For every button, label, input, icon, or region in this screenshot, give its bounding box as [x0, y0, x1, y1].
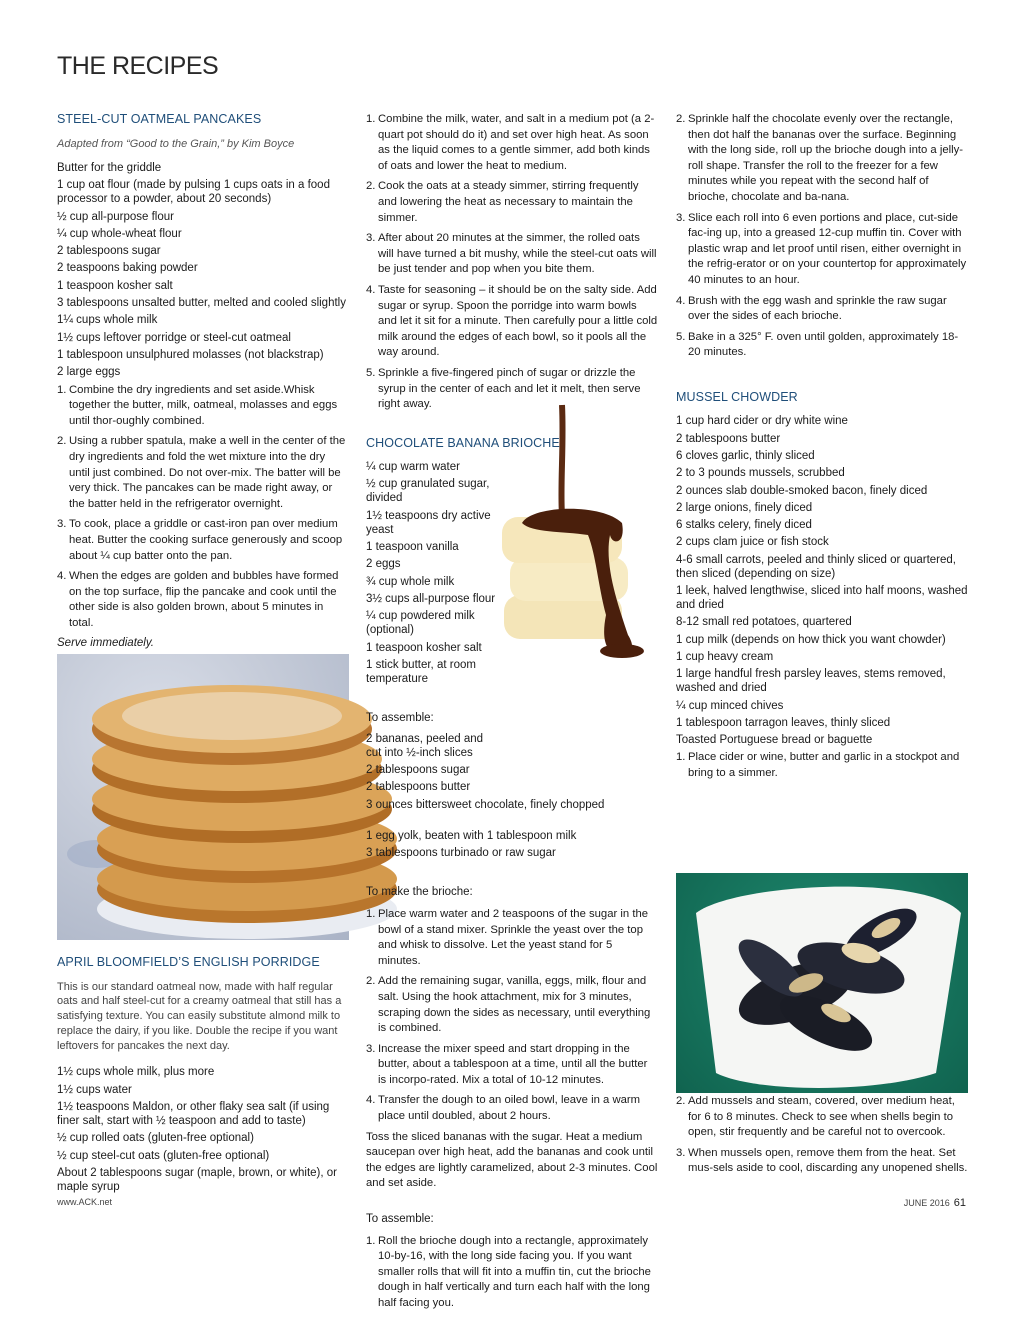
ingredient-item: ¼ cup powdered milk (optional) [366, 610, 475, 637]
ingredient-item: 2 large onions, finely diced [676, 501, 813, 514]
ingredient-item: 1½ teaspoons Maldon, or other flaky sea salt (if using finer salt, start with ½ teaspoon and add to taste) [57, 1101, 330, 1128]
footer-date-page [904, 1197, 966, 1209]
ingredient-item: 1 cup milk (depends on how thick you want chowder) [676, 633, 946, 646]
pancakes-photo [57, 654, 349, 940]
ingredient-item: 1½ cups leftover porridge or steel-cut oatmeal [57, 331, 291, 344]
ingredient-item: Toasted Portuguese bread or baguette [676, 734, 873, 747]
porridge-steps [366, 112, 658, 413]
brioche-ingredients [366, 460, 496, 686]
chocolate-banana-photo [492, 405, 660, 667]
ingredient-item: 1¼ cups whole milk [57, 314, 158, 327]
step-item: 3. Increase the mixer speed and start dropping in the butter, about a tablespoon at a time, until all the butter is incorpo-rated. Mix a total of 10-12 minutes. [366, 1042, 648, 1086]
porridge-ingredients [57, 1065, 349, 1193]
ingredient-item: 2 large eggs [57, 366, 121, 379]
ingredient-item: 2 tablespoons butter [676, 432, 781, 445]
ingredient-item: 8-12 small red potatoes, quartered [676, 616, 852, 629]
mussels-photo [676, 873, 968, 1093]
ingredient-item: 1 teaspoon kosher salt [57, 279, 173, 292]
ingredient-item: 1½ cups whole milk, plus more [57, 1066, 215, 1079]
ingredient-item: 2 to 3 pounds mussels, scrubbed [676, 467, 845, 480]
ingredient-item: About 2 tablespoons sugar (maple, brown, or white), or maple syrup [57, 1166, 337, 1193]
ingredient-item: 1 cup hard cider or dry white wine [676, 415, 848, 428]
step-item: 3. To cook, place a griddle or cast-iron pan over medium heat. Butter the cooking surface generously and scoop about ¼ cup batter onto the pan. [57, 518, 343, 562]
chowder-steps-start [676, 750, 968, 781]
ingredient-item: 1 teaspoon vanilla [366, 541, 459, 554]
step-item: 4. Transfer the dough to an oiled bowl, leave in a warm place until doubled, about 2 hours. [366, 1094, 641, 1123]
ingredient-item: ½ cup all-purpose flour [57, 210, 174, 223]
ingredient-item: 3 tablespoons turbinado or raw sugar [366, 847, 556, 860]
brioche-steps [366, 907, 658, 1125]
step-item: 2. Add the remaining sugar, vanilla, eggs, milk, flour and salt. Using the hook attachment, mix for 3 minutes, scraping down the sides as necessary, until everything is combined. [366, 975, 651, 1035]
ingredient-item: ½ cup steel-cut oats (gluten-free optional) [57, 1149, 270, 1162]
pancakes-serve-note: Serve immediately. [57, 637, 154, 650]
step-item: 3. After about 20 minutes at the simmer, the rolled oats will have turned a bit mushy, while the steel-cut oats will be just tender and pop when you bite them. [366, 232, 657, 276]
ingredient-item: 2 tablespoons butter [366, 781, 471, 794]
page-number: 61 [953, 1197, 966, 1209]
mussels-bowl-image [676, 873, 968, 1093]
step-item: 1. Combine the dry ingredients and set aside.Whisk together the butter, milk, oatmeal, molasses and eggs until thor-oughly combined. [57, 383, 338, 427]
pancakes-ingredients [57, 161, 349, 379]
chowder-steps [676, 1094, 968, 1177]
column-right-content [676, 112, 968, 787]
ingredient-item: 3 tablespoons unsalted butter, melted and cooled slightly [57, 297, 346, 310]
ingredient-item: Butter for the griddle [57, 162, 162, 174]
brioche-bananas-paragraph: Toss the sliced bananas with the sugar. Heat a medium saucepan over high heat, add the bananas and cook until the edges are lightly caramelized, about 2-3 minutes. Cool and set aside. [366, 1130, 658, 1190]
chowder-steps-continued [676, 1094, 968, 1182]
ingredient-item: ½ cup rolled oats (gluten-free optional) [57, 1132, 254, 1145]
step-item: 4. Taste for seasoning – it should be on the salty side. Add sugar or syrup. Spoon the porridge into warm bowls and let it sit for a minute. Then carefully pour a little cold milk around the edges of each bowl, so it pools all the way around. [366, 283, 658, 359]
footer-date: JUNE 2016 [903, 1198, 950, 1208]
ingredient-item: 2 tablespoons sugar [366, 763, 470, 776]
step-item: 5. Bake in a 325° F. oven until golden, approximately 18-20 minutes. [676, 330, 959, 359]
step-item: 1. Combine the milk, water, and salt in a medium pot (a 2-quart pot should do it) and set over high heat. As soon as the liquid comes to a gentle simmer, add both kinds of oats and lower the heat to medium. [366, 113, 655, 172]
porridge-title: APRIL BLOOMFIELD’S ENGLISH PORRIDGE [57, 955, 320, 969]
step-item: 5. Sprinkle a five-fingered pinch of sugar or drizzle the syrup in the center of each and let it melt, then serve right away. [366, 366, 641, 411]
brioche-title: CHOCOLATE BANANA BRIOCHE [366, 435, 560, 450]
step-item: 1. Place warm water and 2 teaspoons of the sugar in the bowl of a stand mixer. Sprinkle the yeast over the top and whisk to dissolve. Let the yeast stand for 5 minutes. [366, 907, 649, 967]
step-item: 4. When the edges are golden and bubbles have formed on the top surface, flip the pancake and cook until the other side is also golden brown, about 5 minutes in total. [57, 570, 339, 629]
ingredient-item: ½ cup granulated sugar, divided [366, 478, 490, 505]
page-title: THE RECIPES [57, 52, 219, 80]
ingredient-item: 6 cloves garlic, thinly sliced [676, 450, 815, 462]
step-item: 2. Sprinkle half the chocolate evenly over the rectangle, then dot half the bananas over the surface. Beginning with the long side, roll up the brioche dough into a jelly-roll shape. Transfer the roll to the freezer for a few minutes while you repeat with the second half of brioche, chocolate and ba-nana. [676, 113, 964, 203]
ingredient-item: ¼ cup warm water [366, 461, 460, 474]
brioche-assemble-items [366, 732, 658, 812]
ingredient-item: 3 ounces bittersweet chocolate, finely chopped [366, 798, 605, 811]
ingredient-item: 2 bananas, peeled and cut into ½-inch slices [366, 732, 484, 759]
brioche-assemble-label-2: To assemble: [366, 1213, 434, 1226]
brioche-make-label: To make the brioche: [366, 886, 473, 899]
ingredient-item: 1½ teaspoons dry active yeast [366, 509, 491, 536]
chowder-ingredients [676, 414, 968, 747]
ingredient-item: 2 cups clam juice or fish stock [676, 536, 829, 549]
brioche-assemble-label: To assemble: [366, 712, 434, 725]
step-item: 3. When mussels open, remove them from the heat. Set mus-sels aside to cool, discarding any unopened shells. [676, 1146, 968, 1175]
step-item: 1. Roll the brioche dough into a rectangle, approximately 10-by-16, with the long side facing you. If you want smaller rolls that will fit into a muffin tin, cut the brioche dough in half vertically and turn each half with the long half facing you. [366, 1234, 651, 1309]
ingredient-item: 2 teaspoons baking powder [57, 262, 198, 275]
footer-site: www.ACK.net [57, 1197, 113, 1207]
pancakes-steps [57, 383, 349, 632]
brioche-assemble-steps-start [366, 1234, 658, 1312]
chowder-title: MUSSEL CHOWDER [676, 389, 798, 404]
ingredient-item: 4-6 small carrots, peeled and thinly sliced or quartered, then sliced (depending on size) [676, 553, 956, 580]
ingredient-item: ¼ cup whole-wheat flour [57, 227, 182, 240]
ingredient-item: 1 cup oat flour (made by pulsing 1 cups oats in a food processor to a powder, about 20 seconds) [57, 179, 330, 206]
column-middle [366, 112, 658, 1317]
ingredient-item: 6 stalks celery, finely diced [676, 519, 812, 532]
ingredient-item: 1 tablespoon tarragon leaves, thinly sliced [676, 716, 891, 729]
ingredient-item: ¾ cup whole milk [366, 575, 455, 588]
pancakes-title: STEEL-CUT OATMEAL PANCAKES [57, 112, 262, 126]
ingredient-item: 1 large handful fresh parsley leaves, stems removed, washed and dried [676, 668, 946, 695]
ingredient-item: 1 cup heavy cream [676, 650, 774, 663]
step-item: 1. Place cider or wine, butter and garlic in a stockpot and bring to a simmer. [676, 751, 960, 780]
ingredient-item: 3½ cups all-purpose flour [366, 592, 496, 605]
step-item: 4. Brush with the egg wash and sprinkle the raw sugar over the sides of each brioche. [676, 294, 947, 323]
porridge-intro: This is our standard oatmeal now, made with half regular oats and half steel-cut for a creamy oatmeal that still has a satisfying texture. You can easily substitute almond milk to replace the dairy, if you like. Double the recipe if you want leftovers for pancakes the next day. [57, 980, 342, 1052]
ingredient-item: 1 teaspoon kosher salt [366, 641, 482, 654]
porridge-section [57, 955, 349, 1197]
step-item: 2. Cook the oats at a steady simmer, stirring frequently and lowering the heat as necessary to maintain the simmer. [366, 180, 639, 224]
ingredient-item: 1 egg yolk, beaten with 1 tablespoon milk [366, 829, 577, 842]
ingredient-item: 1 leek, halved lengthwise, sliced into half moons, washed and dried [676, 585, 968, 612]
ingredient-item: 2 eggs [366, 558, 401, 571]
column-left [57, 112, 349, 652]
brioche-egg-wash-items [366, 829, 658, 860]
step-item: 3. Slice each roll into 6 even portions and place, cut-side fac-ing up, into a greased 12-cup muffin tin. Cover with plastic wrap and let proof until risen, either overnight in the refrig-erator or on your countertop for approximately 40 minutes to an hour. [676, 211, 967, 286]
ingredient-item: 2 tablespoons sugar [57, 245, 161, 258]
pancake-stack-image [57, 654, 349, 940]
brioche-assemble-steps-rest [676, 112, 968, 361]
ingredient-item: ¼ cup minced chives [676, 699, 784, 712]
ingredient-item: 1½ cups water [57, 1083, 132, 1096]
step-item: 2. Using a rubber spatula, make a well in the center of the dry ingredients and fold the wet mixture into the dry until just combined. Do not over-mix. The batter will be very thick. The pancakes can be made right away, or the batter held in the refrigerator overnight. [57, 435, 346, 510]
ingredient-item: 1 stick butter, at room temperature [366, 658, 476, 685]
step-item: 2. Add mussels and steam, covered, over medium heat, for 6 to 8 minutes. Check to see when shells begin to open, stir frequently and be careful not to overcook. [676, 1095, 955, 1139]
ingredient-item: 2 ounces slab double-smoked bacon, finely diced [676, 484, 928, 497]
pancakes-credit: Adapted from “Good to the Grain,” by Kim Boyce [57, 137, 295, 150]
ingredient-item: 1 tablespoon unsulphured molasses (not blackstrap) [57, 348, 324, 361]
banana-chocolate-image [492, 405, 660, 667]
